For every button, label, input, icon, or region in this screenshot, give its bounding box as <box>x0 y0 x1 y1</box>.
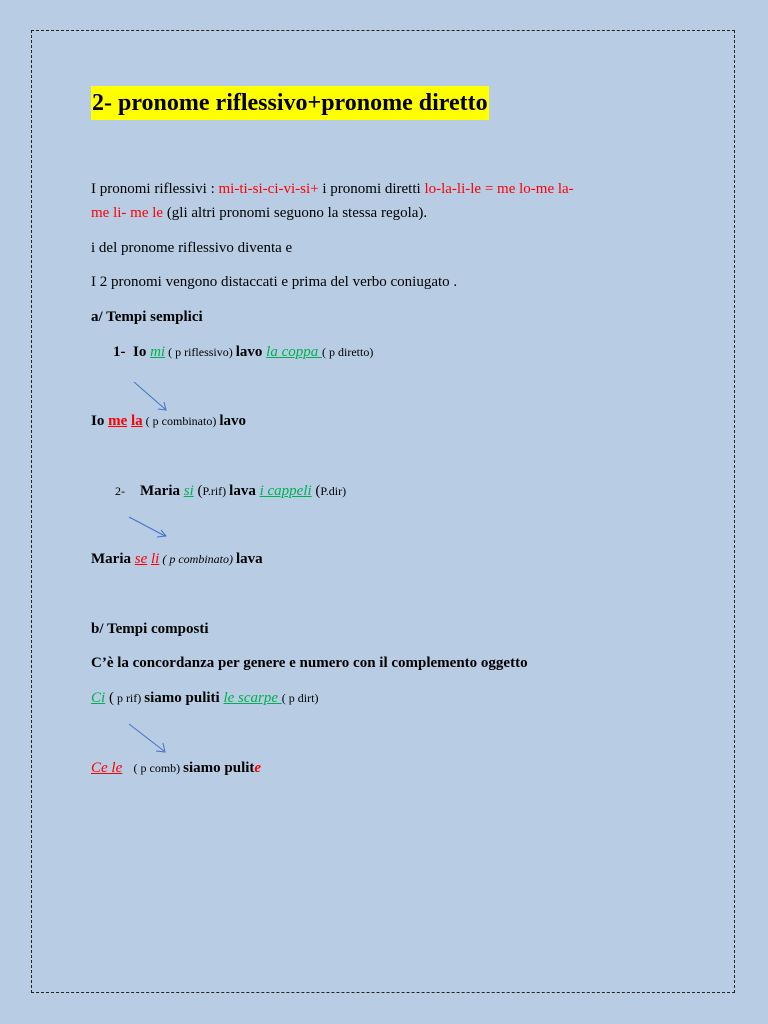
intro-text-3: (gli altri pronomi seguono la stessa regola). <box>163 205 428 221</box>
example-2-result <box>91 551 263 568</box>
paren: ( <box>105 690 114 706</box>
reflexive-pronouns: mi-ti-si-ci-vi-si+ <box>218 181 319 197</box>
verb: lava <box>235 551 263 567</box>
direct-pronouns-cont: me li- me le <box>91 205 164 221</box>
rule-2: I 2 pronomi vengono distaccati e prima del verbo coniugato . <box>91 274 458 290</box>
example-2 <box>115 483 346 500</box>
combined-pronoun-1: me <box>108 413 128 429</box>
verb: lavo <box>235 344 263 360</box>
concordanza-rule: C’è la concordanza per genere e numero con il complemento oggetto <box>91 655 528 671</box>
paren: ( <box>193 483 203 499</box>
rule-1: i del pronome riflessivo diventa e <box>91 240 293 256</box>
reflexive-pronoun: Ci <box>91 690 106 706</box>
direct-note: ( p dirt) <box>281 691 319 705</box>
example-1 <box>113 344 373 361</box>
reflexive-note: ( p riflessivo) <box>165 345 236 359</box>
reflexive-pronoun: si <box>183 483 194 499</box>
intro-text-2: i pronomi diretti <box>318 181 425 197</box>
combined-note: ( p comb) <box>133 761 184 775</box>
combined-note: ( p combinato) <box>159 552 236 566</box>
example-3 <box>91 690 318 707</box>
intro-line-2 <box>91 205 427 222</box>
direct-object: la coppa <box>266 344 322 360</box>
reflexive-pronoun: mi <box>150 344 166 360</box>
subject: Maria <box>140 483 180 499</box>
direct-object: i cappeli <box>259 483 312 499</box>
example-3-result <box>91 760 261 777</box>
paren: ( <box>311 483 321 499</box>
verb-ending: e <box>254 760 262 776</box>
reflexive-note: p rif) <box>113 691 145 705</box>
reflexive-note: P.rif) <box>202 484 230 498</box>
arrow-icon <box>127 515 171 541</box>
example-1-result <box>91 413 246 430</box>
example-number: 1- <box>113 344 126 360</box>
combined-pronoun-2: la <box>131 413 143 429</box>
verb: siamo puliti <box>144 690 220 706</box>
direct-note: P.dir) <box>320 484 347 498</box>
direct-note: ( p diretto) <box>322 345 374 359</box>
page-title: 2- pronome riflessivo+pronome diretto <box>91 86 489 120</box>
section-a-heading: a/ Tempi semplici <box>91 309 203 325</box>
example-number: 2- <box>115 484 125 498</box>
section-b-heading: b/ Tempi composti <box>91 621 209 637</box>
arrow-icon <box>127 722 171 756</box>
direct-object: le scarpe <box>223 690 282 706</box>
intro-text: I pronomi riflessivi : <box>91 181 219 197</box>
combined-note: ( p combinato) <box>142 414 220 428</box>
page-border <box>31 30 735 993</box>
subject: Io <box>91 413 105 429</box>
verb: lava <box>229 483 256 499</box>
combined-pronoun-2: li <box>150 551 160 567</box>
intro-line-1 <box>91 181 574 198</box>
combined-pronoun: Ce le <box>91 760 123 776</box>
combined-pronoun-1: se <box>134 551 148 567</box>
verb: siamo pulit <box>183 760 255 776</box>
subject: Maria <box>91 551 131 567</box>
subject: Io <box>133 344 147 360</box>
direct-pronouns: lo-la-li-le = me lo-me la- <box>424 181 574 197</box>
arrow-icon <box>132 380 172 414</box>
verb: lavo <box>219 413 246 429</box>
